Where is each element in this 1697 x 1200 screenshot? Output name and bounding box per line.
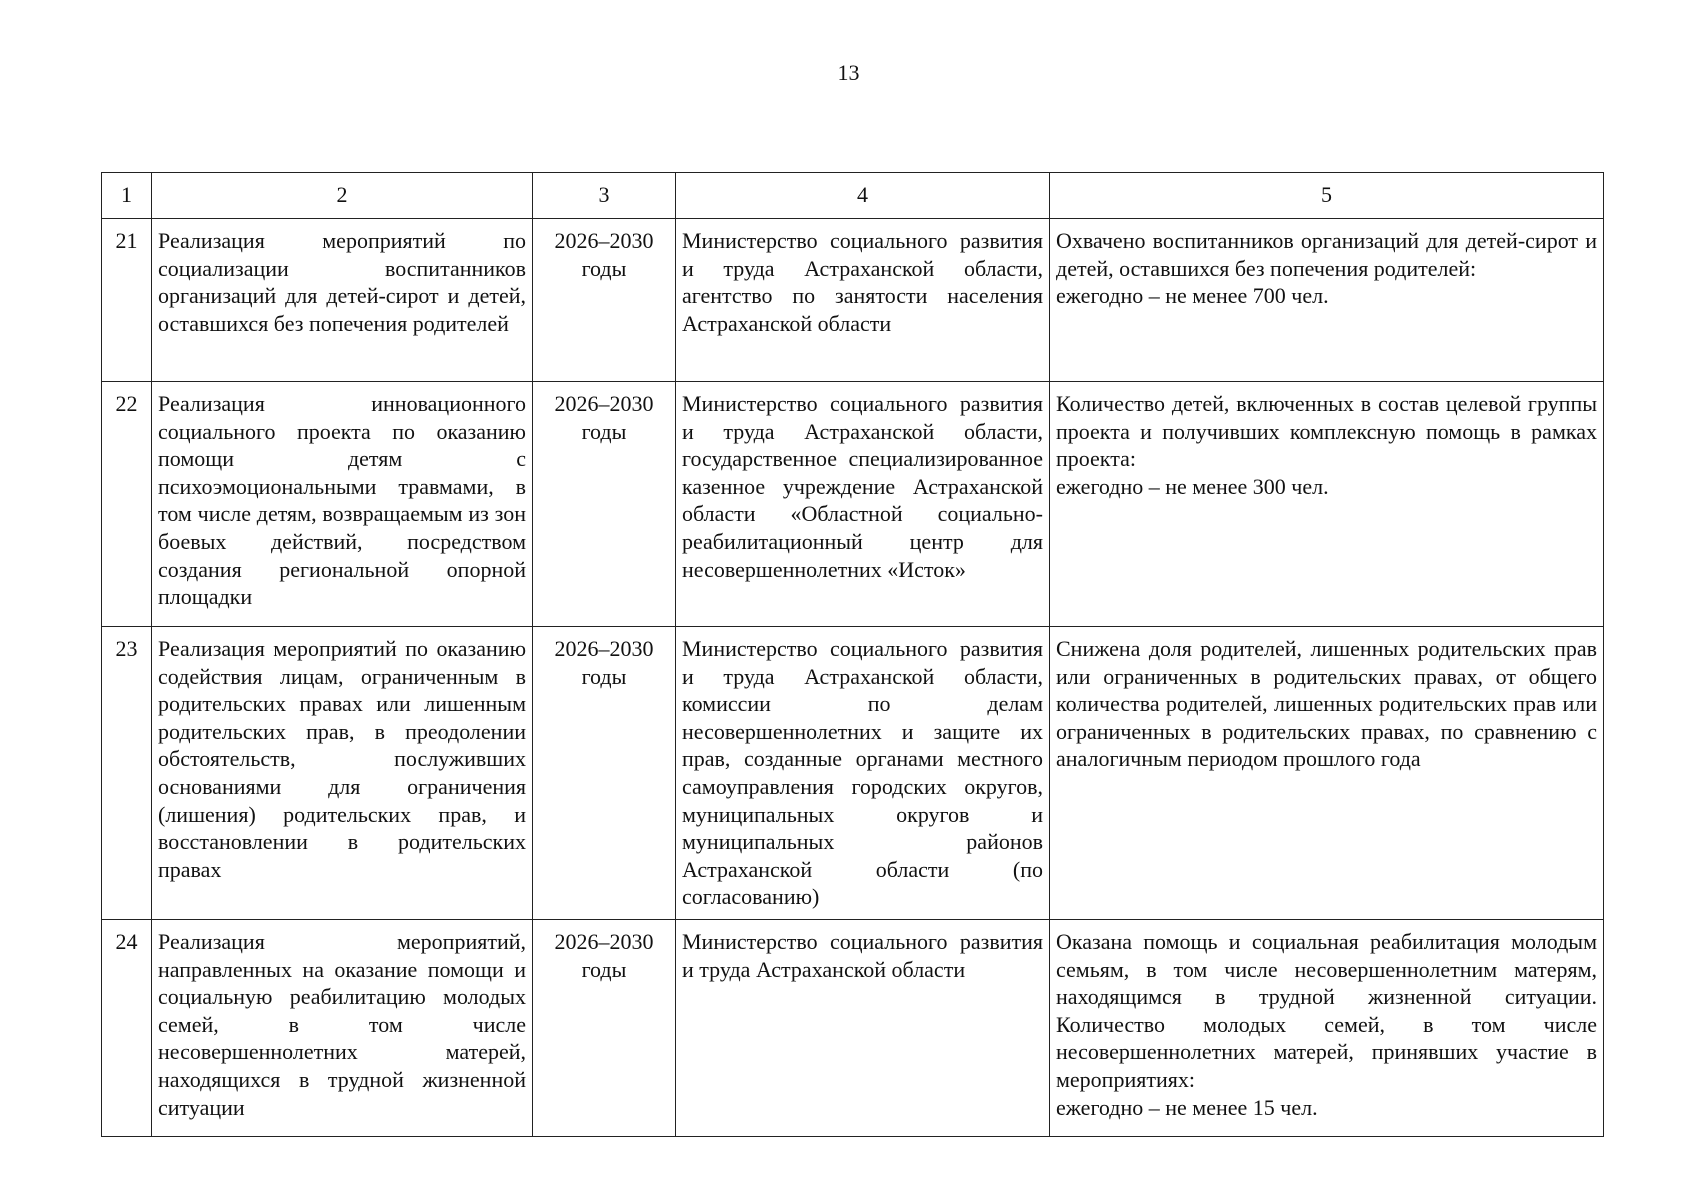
column-header-2: 2 (152, 173, 533, 219)
activities-table (101, 172, 1604, 1137)
column-header-1: 1 (102, 173, 152, 219)
result-cell: Оказана помощь и социальная реабилитация молодым семьям, в том числе несовершеннолетним матерям, находящимся в трудной жизненной ситуации. Количество молодых семей, в том числе несовершеннолетних матерей, принявших участие в мероприятиях: ежегодно – не менее 15 чел. (1050, 919, 1604, 1136)
activity-cell: Реализация инновационного социального проекта по оказанию помощи детям с психоэмоциональными травмами, в том числе детям, возвращаемым из зон боевых действий, посредством создания региональной опорной площадки (152, 382, 533, 627)
period-cell: 2026–2030 годы (533, 919, 676, 1136)
table-row (102, 919, 1604, 1136)
table-header-row (102, 173, 1604, 219)
period-cell: 2026–2030 годы (533, 382, 676, 627)
row-number: 21 (102, 219, 152, 382)
result-cell: Количество детей, включенных в состав целевой группы проекта и получивших комплексную помощь в рамках проекта: ежегодно – не менее 300 чел. (1050, 382, 1604, 627)
result-cell: Охвачено воспитанников организаций для детей-сирот и детей, оставшихся без попечения родителей: ежегодно – не менее 700 чел. (1050, 219, 1604, 382)
page-number: 13 (837, 60, 860, 85)
activity-cell: Реализация мероприятий, направленных на оказание помощи и социальную реабилитацию молодых семей, в том числе несовершеннолетних матерей, находящихся в трудной жизненной ситуации (152, 919, 533, 1136)
responsible-cell: Министерство социального развития и труда Астраханской области, государственное специализированное казенное учреждение Астраханской области «Областной социально-реабилитационный центр для несовершеннолетних «Исток» (676, 382, 1050, 627)
column-header-3: 3 (533, 173, 676, 219)
table-row (102, 219, 1604, 382)
column-header-5: 5 (1050, 173, 1604, 219)
table-row (102, 382, 1604, 627)
responsible-cell: Министерство социального развития и труда Астраханской области, агентство по занятости населения Астраханской области (676, 219, 1050, 382)
responsible-cell: Министерство социального развития и труда Астраханской области, комиссии по делам несовершеннолетних и защите их прав, созданные органами местного самоуправления городских округов, муниципальных округов и муниципальных районов Астраханской области (по согласованию) (676, 627, 1050, 920)
row-number: 22 (102, 382, 152, 627)
responsible-cell: Министерство социального развития и труда Астраханской области (676, 919, 1050, 1136)
period-cell: 2026–2030 годы (533, 219, 676, 382)
period-cell: 2026–2030 годы (533, 627, 676, 920)
activity-cell: Реализация мероприятий по социализации воспитанников организаций для детей-сирот и детей, оставшихся без попечения родителей (152, 219, 533, 382)
table-row (102, 627, 1604, 920)
row-number: 23 (102, 627, 152, 920)
row-number: 24 (102, 919, 152, 1136)
result-cell: Снижена доля родителей, лишенных родительских прав или ограниченных в родительских правах, от общего количества родителей, лишенных родительских прав или ограниченных в родительских правах, по сравнению с аналогичным периодом прошлого года (1050, 627, 1604, 920)
column-header-4: 4 (676, 173, 1050, 219)
activity-cell: Реализация мероприятий по оказанию содействия лицам, ограниченным в родительских правах или лишенным родительских прав, в преодолении обстоятельств, послуживших основаниями для ограничения (лишения) родительских прав, и восстановлении в родительских правах (152, 627, 533, 920)
